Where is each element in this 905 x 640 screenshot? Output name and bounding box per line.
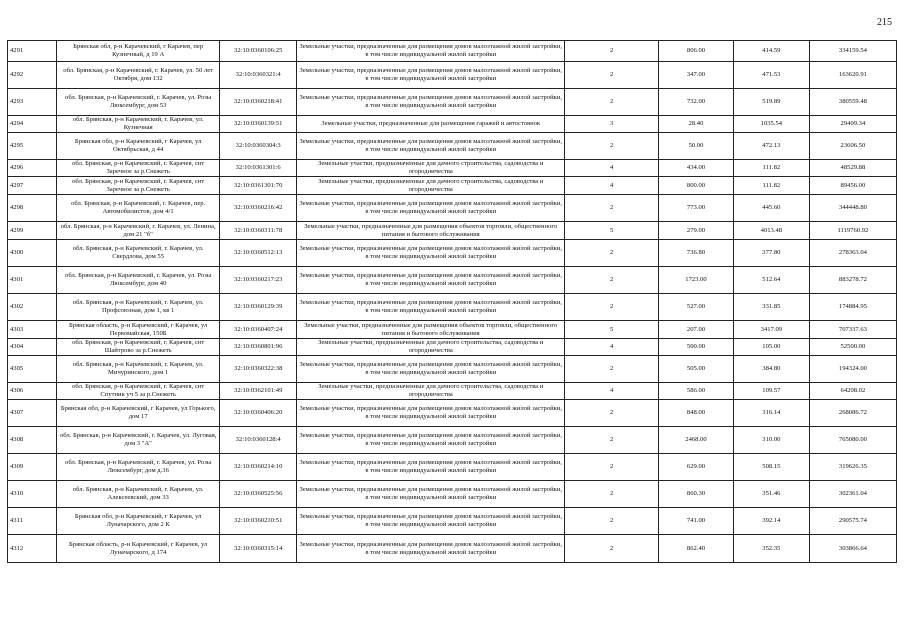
area-cell: 741.00: [659, 508, 734, 535]
land-use-cell: Земельные участки, предназначенные для дачного строительства, садоводства и огородничества: [297, 177, 565, 195]
cadastral-number-cell: 32:10:0360304:3: [220, 133, 297, 160]
row-number-cell: 4304: [8, 339, 57, 356]
address-cell: обл. Брянская, р-н Карачевский, г. Карачев, пер. Автомобилистов, дом 4/1: [57, 195, 220, 222]
rate-cell: 109.57: [733, 383, 809, 400]
rate-cell: 414.59: [733, 41, 809, 62]
group-cell: 2: [565, 195, 659, 222]
row-number-cell: 4309: [8, 454, 57, 481]
cadastral-value-cell: 64208.02: [809, 383, 896, 400]
row-number-cell: 4299: [8, 222, 57, 240]
address-cell: Брянская обл, р-н Карачевский, г Карачев, ул Луначарского, дом 2 К: [57, 508, 220, 535]
table-row: [8, 195, 897, 222]
area-cell: 207.00: [659, 321, 734, 339]
address-cell: обл. Брянская, р-н Карачевский, г. Карачев, ул. Луговая, дом 3 "А": [57, 427, 220, 454]
land-use-cell: Земельные участки, предназначенные для размещения домов малоэтажной жилой застройки, в том числе индивидуальной жилой застройки: [297, 356, 565, 383]
group-cell: 2: [565, 89, 659, 116]
table-row: [8, 89, 897, 116]
table-row: [8, 41, 897, 62]
land-use-cell: Земельные участки, предназначенные для размещения домов малоэтажной жилой застройки, в том числе индивидуальной жилой застройки: [297, 481, 565, 508]
land-use-cell: Земельные участки, предназначенные для дачного строительства, садоводства и огородничества: [297, 339, 565, 356]
rate-cell: 508.15: [733, 454, 809, 481]
address-cell: обл. Брянская, р-н Карачевский, г. Карачев, ул. Мичуринского, дом 1: [57, 356, 220, 383]
rate-cell: 111.82: [733, 177, 809, 195]
land-use-cell: Земельные участки, предназначенные для размещения домов малоэтажной жилой застройки, в том числе индивидуальной жилой застройки: [297, 195, 565, 222]
area-cell: 860.30: [659, 481, 734, 508]
area-cell: 1723.00: [659, 267, 734, 294]
cadastral-number-cell: 32:10:0360128:4: [220, 427, 297, 454]
row-number-cell: 4312: [8, 535, 57, 563]
row-number-cell: 4296: [8, 160, 57, 177]
cadastral-value-cell: 278363.04: [809, 240, 896, 267]
group-cell: 3: [565, 116, 659, 133]
area-cell: 736.80: [659, 240, 734, 267]
address-cell: обл. Брянская, р-н Карачевский, г. Карачев, ул. Профсоюзная, дом 1, кв 1: [57, 294, 220, 321]
rate-cell: 105.00: [733, 339, 809, 356]
cadastral-value-cell: 23606.50: [809, 133, 896, 160]
group-cell: 2: [565, 508, 659, 535]
address-cell: Брянская обл, р-н Карачевский, г Карачев, ул Октябрьская, д 44: [57, 133, 220, 160]
address-cell: обл. Брянская, р-н Карачевский, г. Карачев, снт Шайтрово за р.Снежеть: [57, 339, 220, 356]
table-row: [8, 321, 897, 339]
cadastral-value-cell: 303866.64: [809, 535, 896, 563]
address-cell: обл. Брянская, р-н Карачевский, г. Карачев, ул. Розы Люксембург, дом 53: [57, 89, 220, 116]
group-cell: 2: [565, 267, 659, 294]
area-cell: 527.00: [659, 294, 734, 321]
row-number-cell: 4291: [8, 41, 57, 62]
land-use-cell: Земельные участки, предназначенные для дачного строительства, садоводства и огородничества: [297, 383, 565, 400]
area-cell: 862.40: [659, 535, 734, 563]
group-cell: 2: [565, 41, 659, 62]
area-cell: 505.00: [659, 356, 734, 383]
cadastral-value-cell: 194324.00: [809, 356, 896, 383]
table-row: [8, 383, 897, 400]
cadastral-number-cell: 32:10:0360311:78: [220, 222, 297, 240]
address-cell: обл. Брянская, р-н Карачевский, г. Карачев, ул. Розы Люксембург, дом 40: [57, 267, 220, 294]
rate-cell: 519.89: [733, 89, 809, 116]
cadastral-number-cell: 32:10:0362101:49: [220, 383, 297, 400]
cadastral-number-cell: 32:10:0360315:14: [220, 535, 297, 563]
table-row: [8, 339, 897, 356]
rate-cell: 4013.48: [733, 222, 809, 240]
area-cell: 347.00: [659, 62, 734, 89]
address-cell: обл. Брянская, р-н Карачевский, г. Карачев, снт Спутник уч 5 за р.Снежеть: [57, 383, 220, 400]
group-cell: 2: [565, 294, 659, 321]
row-number-cell: 4294: [8, 116, 57, 133]
land-use-cell: Земельные участки, предназначенные для размещения домов малоэтажной жилой застройки, в том числе индивидуальной жилой застройки: [297, 62, 565, 89]
area-cell: 434.00: [659, 160, 734, 177]
table-row: [8, 177, 897, 195]
table-row: [8, 133, 897, 160]
area-cell: 773.00: [659, 195, 734, 222]
address-cell: Брянская обл, р-н Карачевский, г Карачев, ул Горького, дом 17: [57, 400, 220, 427]
land-use-cell: Земельные участки, предназначенные для размещения домов малоэтажной жилой застройки, в том числе индивидуальной жилой застройки: [297, 294, 565, 321]
area-cell: 28.40: [659, 116, 734, 133]
table-row: [8, 160, 897, 177]
row-number-cell: 4297: [8, 177, 57, 195]
group-cell: 2: [565, 240, 659, 267]
group-cell: 2: [565, 454, 659, 481]
rate-cell: 310.00: [733, 427, 809, 454]
address-cell: обл. Брянская, р-н Карачевский, г. Карачев, ул. 50 лет Октября, дом 132: [57, 62, 220, 89]
cadastral-number-cell: 32:10:0360321:4: [220, 62, 297, 89]
rate-cell: 111.82: [733, 160, 809, 177]
area-cell: 800.00: [659, 177, 734, 195]
table-row: [8, 427, 897, 454]
cadastral-number-cell: 32:10:0360322:38: [220, 356, 297, 383]
land-use-cell: Земельные участки, предназначенные для дачного строительства, садоводства и огородничества: [297, 160, 565, 177]
cadastral-number-cell: 32:10:0360214:10: [220, 454, 297, 481]
cadastral-number-cell: 32:10:0360218:41: [220, 89, 297, 116]
group-cell: 2: [565, 400, 659, 427]
table-row: [8, 267, 897, 294]
group-cell: 2: [565, 427, 659, 454]
table-row: [8, 508, 897, 535]
row-number-cell: 4302: [8, 294, 57, 321]
area-cell: 848.00: [659, 400, 734, 427]
address-cell: обл. Брянская, р-н Карачевский, г. Карачев, ул. Свердлова, дом 55: [57, 240, 220, 267]
table-row: [8, 116, 897, 133]
row-number-cell: 4300: [8, 240, 57, 267]
cadastral-number-cell: 32:10:0360210:51: [220, 508, 297, 535]
address-cell: обл. Брянская, р-н Карачевский, г. Карачев, ул. Розы Люксембург, дом д.36: [57, 454, 220, 481]
row-number-cell: 4311: [8, 508, 57, 535]
address-cell: обл. Брянская, р-н Карачевский, г. Карачев, ул. Кузнечная: [57, 116, 220, 133]
rate-cell: 445.60: [733, 195, 809, 222]
row-number-cell: 4295: [8, 133, 57, 160]
area-cell: 806.00: [659, 41, 734, 62]
table-row: [8, 356, 897, 383]
land-plots-table: [7, 40, 897, 563]
area-cell: 279.00: [659, 222, 734, 240]
table-row: [8, 240, 897, 267]
address-cell: Брянская область, р-н Карачевский, г Карачев, ул Луначарского, д 174: [57, 535, 220, 563]
cadastral-value-cell: 883278.72: [809, 267, 896, 294]
cadastral-value-cell: 344448.80: [809, 195, 896, 222]
table-row: [8, 294, 897, 321]
row-number-cell: 4308: [8, 427, 57, 454]
address-cell: Брянская область, р-н Карачевский, г Карачев, ул Первомайская, 150Б: [57, 321, 220, 339]
row-number-cell: 4306: [8, 383, 57, 400]
cadastral-value-cell: 707337.63: [809, 321, 896, 339]
rate-cell: 471.53: [733, 62, 809, 89]
rate-cell: 331.85: [733, 294, 809, 321]
table-row: [8, 222, 897, 240]
address-cell: обл. Брянская, р-н Карачевский, г. Карачев, ул. Ленина, дом 21 "б": [57, 222, 220, 240]
cadastral-number-cell: 32:10:0360525:56: [220, 481, 297, 508]
group-cell: 4: [565, 160, 659, 177]
row-number-cell: 4292: [8, 62, 57, 89]
land-use-cell: Земельные участки, предназначенные для размещения гаражей и автостоянок: [297, 116, 565, 133]
row-number-cell: 4298: [8, 195, 57, 222]
cadastral-value-cell: 302361.04: [809, 481, 896, 508]
cadastral-value-cell: 268086.72: [809, 400, 896, 427]
land-use-cell: Земельные участки, предназначенные для размещения домов малоэтажной жилой застройки, в том числе индивидуальной жилой застройки: [297, 267, 565, 294]
cadastral-value-cell: 52500.00: [809, 339, 896, 356]
row-number-cell: 4301: [8, 267, 57, 294]
group-cell: 2: [565, 356, 659, 383]
rate-cell: 384.80: [733, 356, 809, 383]
group-cell: 2: [565, 481, 659, 508]
address-cell: обл. Брянская, р-н Карачевский, г. Карачев, снт Заречное за р.Снежеть: [57, 160, 220, 177]
row-number-cell: 4293: [8, 89, 57, 116]
group-cell: 4: [565, 383, 659, 400]
rate-cell: 392.14: [733, 508, 809, 535]
cadastral-value-cell: 163620.91: [809, 62, 896, 89]
group-cell: 2: [565, 62, 659, 89]
rate-cell: 351.46: [733, 481, 809, 508]
cadastral-number-cell: 32:10:0360139:51: [220, 116, 297, 133]
land-use-cell: Земельные участки, предназначенные для размещения объектов торговли, общественного питания и бытового обслуживания: [297, 222, 565, 240]
table-row: [8, 454, 897, 481]
cadastral-value-cell: 380559.48: [809, 89, 896, 116]
group-cell: 4: [565, 177, 659, 195]
land-use-cell: Земельные участки, предназначенные для размещения домов малоэтажной жилой застройки, в том числе индивидуальной жилой застройки: [297, 454, 565, 481]
cadastral-value-cell: 334159.54: [809, 41, 896, 62]
area-cell: 2468.00: [659, 427, 734, 454]
row-number-cell: 4303: [8, 321, 57, 339]
cadastral-number-cell: 32:10:0360801:96: [220, 339, 297, 356]
row-number-cell: 4305: [8, 356, 57, 383]
cadastral-number-cell: 32:10:0361301:6: [220, 160, 297, 177]
area-cell: 732.00: [659, 89, 734, 116]
cadastral-number-cell: 32:10:0360512:13: [220, 240, 297, 267]
cadastral-value-cell: 1119760.92: [809, 222, 896, 240]
cadastral-value-cell: 290575.74: [809, 508, 896, 535]
cadastral-number-cell: 32:10:0360216:42: [220, 195, 297, 222]
land-use-cell: Земельные участки, предназначенные для размещения домов малоэтажной жилой застройки, в том числе индивидуальной жилой застройки: [297, 427, 565, 454]
land-use-cell: Земельные участки, предназначенные для размещения объектов торговли, общественного питания и бытового обслуживания: [297, 321, 565, 339]
land-use-cell: Земельные участки, предназначенные для размещения домов малоэтажной жилой застройки, в том числе индивидуальной жилой застройки: [297, 240, 565, 267]
row-number-cell: 4310: [8, 481, 57, 508]
address-cell: обл. Брянская, р-н Карачевский, г. Карачев, ул. Алексеевский, дом 33: [57, 481, 220, 508]
cadastral-value-cell: 765080.00: [809, 427, 896, 454]
cadastral-number-cell: 32:10:0360407:24: [220, 321, 297, 339]
cadastral-number-cell: 32:10:0360406:20: [220, 400, 297, 427]
cadastral-value-cell: 29409.34: [809, 116, 896, 133]
cadastral-value-cell: 89456.00: [809, 177, 896, 195]
rate-cell: 352.35: [733, 535, 809, 563]
rate-cell: 1035.54: [733, 116, 809, 133]
rate-cell: 316.14: [733, 400, 809, 427]
address-cell: обл. Брянская, р-н Карачевский, г. Карачев, снт Заречное за р.Снежеть: [57, 177, 220, 195]
land-use-cell: Земельные участки, предназначенные для размещения домов малоэтажной жилой застройки, в том числе индивидуальной жилой застройки: [297, 89, 565, 116]
area-cell: 500.00: [659, 339, 734, 356]
group-cell: 5: [565, 222, 659, 240]
group-cell: 5: [565, 321, 659, 339]
land-use-cell: Земельные участки, предназначенные для размещения домов малоэтажной жилой застройки, в том числе индивидуальной жилой застройки: [297, 41, 565, 62]
cadastral-number-cell: 32:10:0360217:23: [220, 267, 297, 294]
rate-cell: 377.80: [733, 240, 809, 267]
cadastral-value-cell: 174884.95: [809, 294, 896, 321]
table-body: [8, 41, 897, 563]
table-row: [8, 481, 897, 508]
rate-cell: 472.13: [733, 133, 809, 160]
land-use-cell: Земельные участки, предназначенные для размещения домов малоэтажной жилой застройки, в том числе индивидуальной жилой застройки: [297, 400, 565, 427]
rate-cell: 512.64: [733, 267, 809, 294]
area-cell: 629.00: [659, 454, 734, 481]
cadastral-number-cell: 32:10:0360106:25: [220, 41, 297, 62]
land-use-cell: Земельные участки, предназначенные для размещения домов малоэтажной жилой застройки, в том числе индивидуальной жилой застройки: [297, 133, 565, 160]
page-number: 215: [877, 17, 892, 28]
group-cell: 2: [565, 133, 659, 160]
table-row: [8, 535, 897, 563]
table-row: [8, 62, 897, 89]
cadastral-number-cell: 32:10:0361301:70: [220, 177, 297, 195]
cadastral-value-cell: 48529.88: [809, 160, 896, 177]
land-use-cell: Земельные участки, предназначенные для размещения домов малоэтажной жилой застройки, в том числе индивидуальной жилой застройки: [297, 535, 565, 563]
group-cell: 2: [565, 535, 659, 563]
row-number-cell: 4307: [8, 400, 57, 427]
table-row: [8, 400, 897, 427]
cadastral-number-cell: 32:10:0360129:39: [220, 294, 297, 321]
area-cell: 586.00: [659, 383, 734, 400]
cadastral-value-cell: 319626.35: [809, 454, 896, 481]
address-cell: Брянская обл, р-н Карачевский, г Карачев, пер Кузнечный, д 19 А: [57, 41, 220, 62]
rate-cell: 3417.09: [733, 321, 809, 339]
land-use-cell: Земельные участки, предназначенные для размещения домов малоэтажной жилой застройки, в том числе индивидуальной жилой застройки: [297, 508, 565, 535]
area-cell: 50.00: [659, 133, 734, 160]
group-cell: 4: [565, 339, 659, 356]
